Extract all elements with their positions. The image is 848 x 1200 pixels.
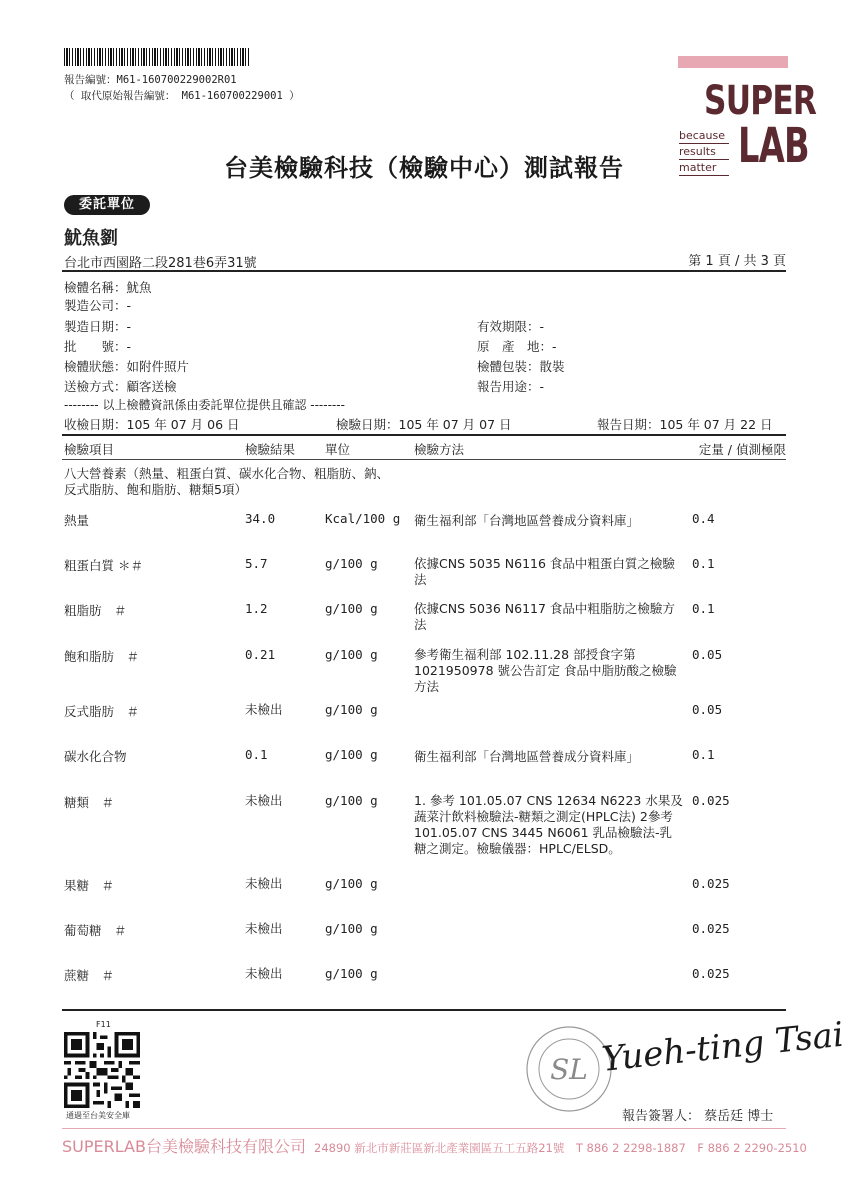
col-header-unit: 單位 bbox=[325, 442, 351, 457]
row-result: 未檢出 bbox=[245, 921, 283, 936]
row-method: 衛生福利部「台灣地區營養成分資料庫」 bbox=[414, 749, 640, 764]
col-header-result: 檢驗結果 bbox=[245, 442, 296, 457]
row-item: 蔗糖 ＃ bbox=[64, 968, 115, 983]
logo-tag-1: because bbox=[679, 128, 729, 144]
row-unit: g/100 g bbox=[325, 793, 378, 808]
sample-purpose: 報告用途：- bbox=[477, 379, 545, 394]
row-unit: g/100 g bbox=[325, 601, 378, 616]
row-item: 粗蛋白質 ＊＃ bbox=[64, 558, 143, 573]
logo-bar bbox=[678, 56, 788, 68]
footer-rule bbox=[62, 1128, 786, 1129]
qr-code-label: F11 bbox=[96, 1020, 111, 1029]
client-name: 魷魚劉 bbox=[64, 228, 118, 249]
row-unit: g/100 g bbox=[325, 921, 378, 936]
row-result: 0.1 bbox=[245, 747, 268, 762]
sample-maker: 製造公司：- bbox=[64, 298, 132, 313]
row-unit: g/100 g bbox=[325, 556, 378, 571]
row-item: 糖類 ＃ bbox=[64, 795, 115, 810]
row-limit: 0.1 bbox=[692, 556, 715, 571]
logo-super: SUPER bbox=[704, 78, 817, 124]
logo-lab: LAB bbox=[738, 118, 809, 174]
row-result: 1.2 bbox=[245, 601, 268, 616]
col-header-limit: 定量 / 偵測極限 bbox=[698, 442, 786, 457]
row-result: 未檢出 bbox=[245, 793, 283, 808]
row-limit: 0.4 bbox=[692, 511, 715, 526]
page-title: 台美檢驗科技（檢驗中心）測試報告 bbox=[224, 153, 624, 182]
row-limit: 0.025 bbox=[692, 876, 730, 891]
signer-name: 報告簽署人： 蔡岳廷 博士 bbox=[622, 1109, 774, 1124]
table-bottom-rule bbox=[62, 1009, 786, 1011]
original-report-number: （ 取代原始報告編號： M61-160700229001 ） bbox=[64, 90, 300, 102]
row-limit: 0.025 bbox=[692, 793, 730, 808]
row-result: 未檢出 bbox=[245, 876, 283, 891]
row-item: 葡萄糖 ＃ bbox=[64, 923, 127, 938]
logo-tag-3: matter bbox=[679, 160, 729, 176]
row-item: 反式脂肪 ＃ bbox=[64, 704, 140, 719]
divider bbox=[62, 270, 786, 272]
col-header-item: 檢驗項目 bbox=[64, 442, 115, 457]
reported-date: 報告日期：105 年 07 月 22 日 bbox=[597, 417, 773, 432]
footer-address: 24890 新北市新莊區新北產業園區五工五路21號 T 886 2 2298-1887 F 886 2 2290-2510 bbox=[314, 1141, 807, 1155]
row-item: 碳水化合物 bbox=[64, 749, 127, 764]
signature: Yueh-ting Tsai bbox=[600, 1014, 846, 1080]
row-limit: 0.05 bbox=[692, 702, 723, 717]
qr-caption: 通過至台美安全庫 bbox=[66, 1111, 130, 1120]
sample-state: 檢體狀態：如附件照片 bbox=[64, 359, 190, 374]
col-header-method: 檢驗方法 bbox=[414, 442, 465, 457]
row-method: 參考衛生福利部 102.11.28 部授食字第1021950978 號公告訂定 食品中脂肪酸之檢驗方法 bbox=[414, 647, 677, 694]
row-result: 未檢出 bbox=[245, 966, 283, 981]
table-top-rule bbox=[62, 434, 786, 436]
row-result: 未檢出 bbox=[245, 702, 283, 717]
row-item: 熱量 bbox=[64, 513, 90, 528]
row-item: 果糖 ＃ bbox=[64, 878, 115, 893]
row-unit: g/100 g bbox=[325, 747, 378, 762]
row-limit: 0.05 bbox=[692, 647, 723, 662]
sample-expiry: 有效期限：- bbox=[477, 319, 545, 334]
row-unit: Kcal/100 g bbox=[325, 511, 401, 526]
group-label-2: 反式脂肪、飽和脂肪、糖類5項） bbox=[64, 482, 247, 497]
row-item: 飽和脂肪 ＃ bbox=[64, 649, 140, 664]
row-method: 1. 參考 101.05.07 CNS 12634 N6223 水果及蔬菜汁飲料檢驗法-糖類之測定(HPLC法) 2參考 101.05.07 CNS 3445 N6061 乳品檢驗法-乳糖之測定。檢驗儀器：HPLC/ELSD。 bbox=[414, 793, 683, 856]
row-limit: 0.1 bbox=[692, 747, 715, 762]
sample-mfg-date: 製造日期：- bbox=[64, 319, 132, 334]
sample-note: -------- 以上檢體資訊係由委託單位提供且確認 -------- bbox=[64, 398, 345, 412]
client-address: 台北市西園路二段281巷6弄31號 bbox=[64, 256, 257, 271]
barcode bbox=[64, 48, 250, 66]
sample-package: 檢體包裝：散裝 bbox=[477, 359, 565, 374]
row-unit: g/100 g bbox=[325, 876, 378, 891]
footer-company: SUPERLAB台美檢驗科技有限公司 bbox=[62, 1137, 306, 1156]
row-result: 0.21 bbox=[245, 647, 276, 662]
sample-batch: 批 號：- bbox=[64, 339, 132, 354]
row-method: 依據CNS 5036 N6117 食品中粗脂肪之檢驗方法 bbox=[414, 601, 675, 632]
row-result: 5.7 bbox=[245, 556, 268, 571]
sample-name: 檢體名稱：魷魚 bbox=[64, 280, 152, 295]
seal-text: SL bbox=[550, 1053, 588, 1086]
sample-delivery: 送檢方式：顧客送檢 bbox=[64, 379, 177, 394]
qr-code[interactable] bbox=[64, 1032, 140, 1108]
sample-origin: 原 產 地：- bbox=[477, 339, 557, 354]
row-limit: 0.1 bbox=[692, 601, 715, 616]
company-seal bbox=[524, 1024, 614, 1114]
row-method: 衛生福利部「台灣地區營養成分資料庫」 bbox=[414, 513, 640, 528]
page-number: 第 1 頁 / 共 3 頁 bbox=[688, 254, 786, 269]
row-limit: 0.025 bbox=[692, 966, 730, 981]
row-unit: g/100 g bbox=[325, 966, 378, 981]
tested-date: 檢驗日期：105 年 07 月 07 日 bbox=[336, 417, 512, 432]
client-badge: 委託單位 bbox=[64, 195, 150, 215]
group-label: 八大營養素（熱量、粗蛋白質、碳水化合物、粗脂肪、鈉、 bbox=[64, 466, 390, 481]
row-limit: 0.025 bbox=[692, 921, 730, 936]
report-number: 報告編號：M61-160700229002R01 bbox=[64, 74, 237, 86]
row-result: 34.0 bbox=[245, 511, 276, 526]
row-unit: g/100 g bbox=[325, 702, 378, 717]
received-date: 收檢日期：105 年 07 月 06 日 bbox=[64, 417, 240, 432]
row-unit: g/100 g bbox=[325, 647, 378, 662]
row-item: 粗脂肪 ＃ bbox=[64, 603, 127, 618]
table-header-rule bbox=[62, 459, 786, 460]
row-method: 依據CNS 5035 N6116 食品中粗蛋白質之檢驗法 bbox=[414, 556, 675, 587]
logo-tag-2: results bbox=[679, 144, 729, 160]
